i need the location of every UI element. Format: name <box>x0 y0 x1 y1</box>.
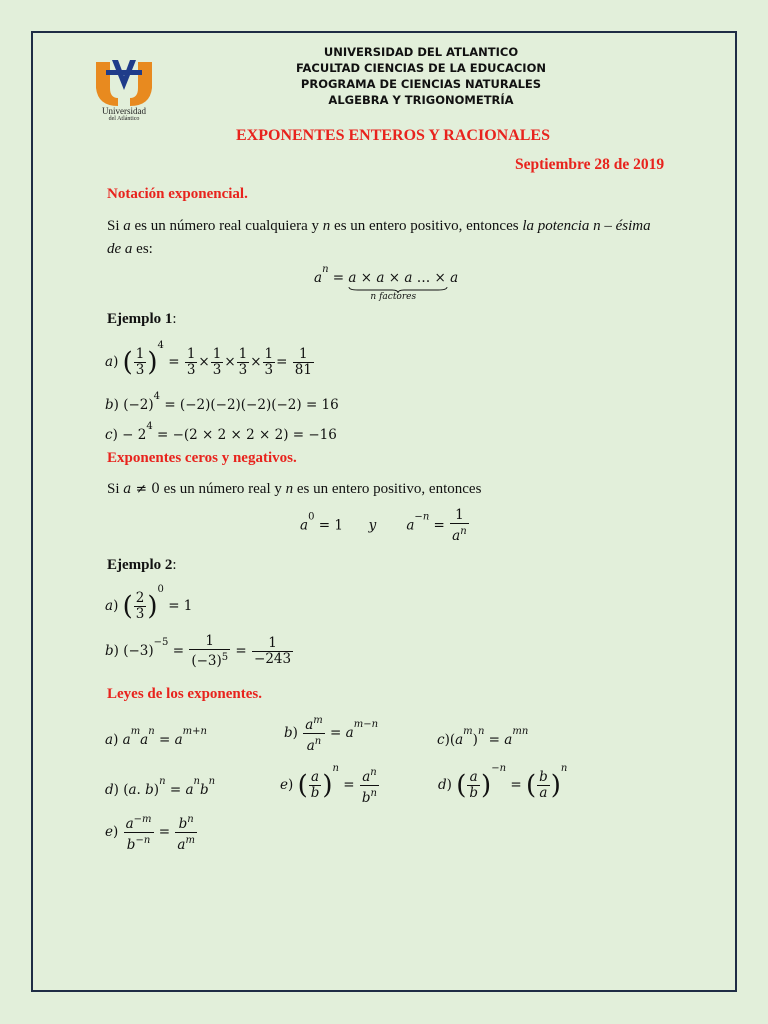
university-logo <box>92 56 156 120</box>
law-e2: e) $\frac{a^{-m}}{b^{-n}}$ = $\frac{b^n}{a^m}$ <box>105 814 195 853</box>
example-2-label: Ejemplo 2: <box>107 557 177 573</box>
section-title-zero-negative: Exponentes ceros y negativos. <box>107 450 297 466</box>
example-1b: b) $(-2)^4 = (-2)(-2)(-2)(-2) = 16$ <box>105 391 339 413</box>
example-1c: $c) - 2^4 = -(2 \times 2 \times 2 \times 2) = -16$ <box>105 421 337 443</box>
law-e: e) ( $\frac{a}{b}$ )$^n$ = $\frac{a^n}{b^n}$ <box>280 763 377 806</box>
section-title-laws: Leyes de los exponentes. <box>107 686 262 702</box>
svg-text:Universidad: Universidad <box>102 106 146 116</box>
example-2b: b) $(-3)^{-5}$ = $\frac{1}{(-3)^5}$ = $\frac{1}{-243}$ <box>105 633 292 669</box>
law-d2: d) ( $\frac{a}{b}$ )$^{-n}$ = ( $\frac{b}{a}$ )$^n$ <box>438 763 568 801</box>
law-d: d) (a. $b)^n = a^nb^n$ <box>105 776 216 798</box>
zero-negative-paragraph: Si a ≠ 0 es un número real y n es un entero positivo, entonces <box>107 481 482 497</box>
law-b: b) $\frac{a^m}{a^n}$ = $a^{m-n}$ <box>284 715 379 754</box>
law-c: $c)(a^m)^n = a^{mn}$ <box>437 726 529 748</box>
power-definition: $a^n = a \times a \times a$ … × a n factores <box>314 264 459 302</box>
law-a: a) $a^ma^n = a^{m+n}$ <box>105 726 207 748</box>
section-title-notation: Notación exponencial. <box>107 186 248 202</box>
doc-date: Septiembre 28 de 2019 <box>515 156 665 173</box>
university-name: UNIVERSIDAD DEL ATLANTICO <box>323 45 519 59</box>
zero-negative-rule: $a^0 = 1$ y $a^{-n}$ = $\frac{1}{a^n}$ <box>300 507 467 544</box>
doc-title: EXPONENTES ENTEROS Y RACIONALES <box>236 127 550 144</box>
course-name: ALGEBRA Y TRIGONOMETRÍA <box>328 93 514 107</box>
svg-text:del Atlántico: del Atlántico <box>108 116 140 120</box>
header <box>221 44 621 108</box>
program-name: PROGRAMA DE CIENCIAS NATURALES <box>300 77 542 91</box>
example-1-label: Ejemplo 1: <box>107 311 177 327</box>
faculty-name: FACULTAD CIENCIAS DE LA EDUCACION <box>296 61 546 75</box>
example-2a: a) ( $\frac{2}{3}$ )$^0$ = 1 <box>105 584 193 622</box>
example-1a: a) ( $\frac{1}{3}$ )$^4$ = $\frac{1}{3}$ × $\frac{1}{3}$ × $\frac{1}{3}$ × $\frac{1}{3}$ = $\frac{1}{81}$ <box>105 340 312 378</box>
notation-paragraph: Si a es un número real cualquiera y n es un entero positivo, entonces la potencia n – ésima de a es: <box>107 218 651 257</box>
